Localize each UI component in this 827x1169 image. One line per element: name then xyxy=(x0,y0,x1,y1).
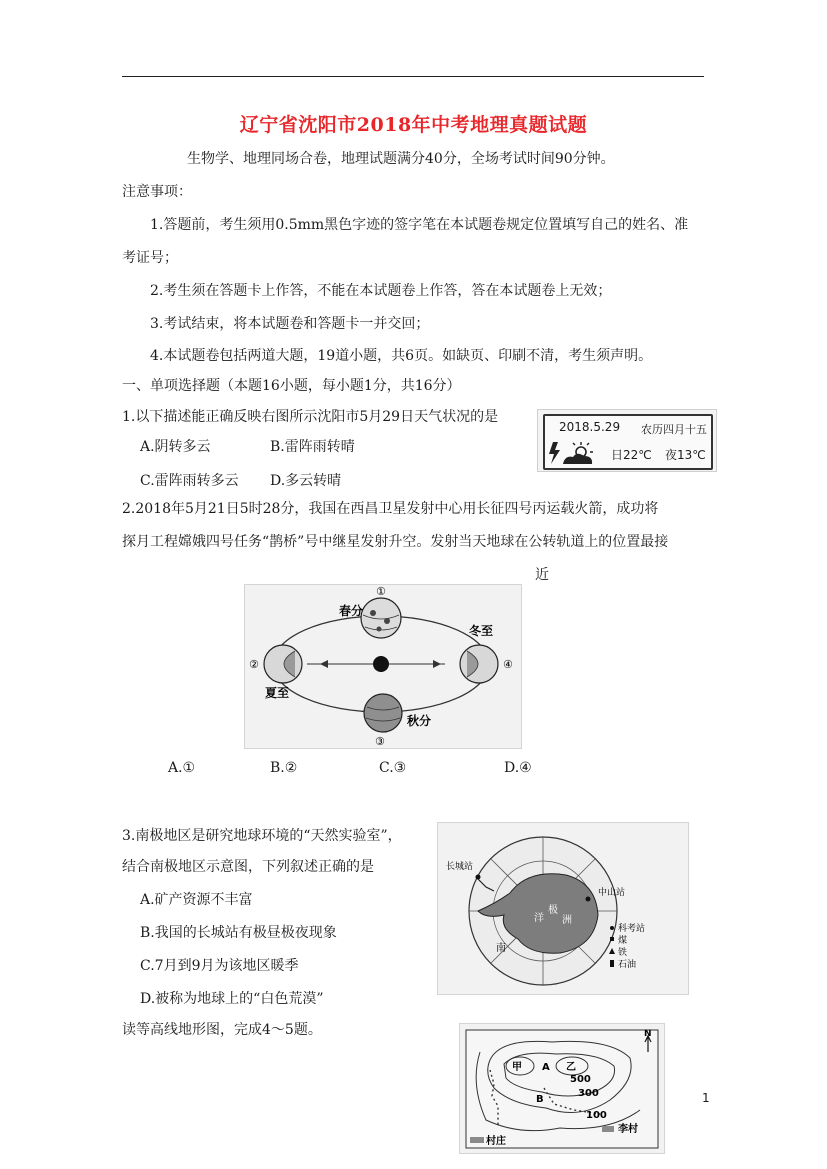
question-2-option-d: D.④ xyxy=(504,760,532,776)
weather-lunar-date: 农历四月十五 xyxy=(641,423,707,436)
weather-date: 2018.5.29 xyxy=(559,420,621,434)
label-position-1: ① xyxy=(376,585,386,598)
question-3-stem-line: 结合南极地区示意图，下列叙述正确的是 xyxy=(122,859,374,875)
label-elevation-300: 300 xyxy=(578,1088,599,1099)
question-2-option-a: A.① xyxy=(168,760,196,776)
label-summer: 夏至 xyxy=(265,686,290,700)
earth-globe-summer xyxy=(264,645,302,683)
label-ocean: 南 xyxy=(496,943,506,954)
label-peak-yi: 乙 xyxy=(566,1062,576,1073)
label-continent-3: 洲 xyxy=(562,915,572,926)
question-3-stem-line: 3.南极地区是研究地球环境的“天然实验室”， xyxy=(122,828,402,844)
label-zhongshan-station: 中山站 xyxy=(598,888,626,898)
label-position-4: ④ xyxy=(503,658,513,671)
question-3-option-b: B.我国的长城站有极昼极夜现象 xyxy=(140,925,337,941)
label-winter: 冬至 xyxy=(469,624,494,638)
earth-globe-winter xyxy=(460,645,498,683)
earth-globe-spring xyxy=(361,598,401,638)
earth-globe-autumn xyxy=(364,694,402,732)
weather-night-temp: 夜13℃ xyxy=(665,448,706,462)
question-2-stem-line: 近 xyxy=(535,567,549,583)
label-li-village: 李村 xyxy=(618,1124,638,1135)
legend-oil: 石油 xyxy=(618,960,637,970)
question-2-option-c: C.③ xyxy=(379,760,407,776)
label-point-b: B xyxy=(536,1094,544,1105)
question-2-option-b: B.② xyxy=(270,760,298,776)
question-3-option-d: D.被称为地球上的“白色荒漠” xyxy=(140,991,324,1007)
label-autumn: 秋分 xyxy=(407,714,432,728)
page-title: 辽宁省沈阳市2018年中考地理真题试题 xyxy=(239,114,588,136)
question-1-option-a: A.阴转多云 xyxy=(140,439,211,455)
label-great-wall-station: 长城站 xyxy=(446,862,474,872)
page-number: 1 xyxy=(702,1091,710,1105)
notice-line: 3.考试结束，将本试题卷和答题卡一并交回； xyxy=(150,316,430,332)
weather-figure xyxy=(537,409,717,472)
label-spring: 春分 xyxy=(338,604,363,618)
label-elevation-500: 500 xyxy=(570,1074,591,1085)
question-3-option-c: C.7月到9月为该地区暖季 xyxy=(140,958,299,974)
question-1-option-c: C.雷阵雨转多云 xyxy=(140,473,239,489)
orbit-diagram xyxy=(245,585,521,748)
question-1-stem: 1.以下描述能正确反映右图所示沈阳市5月29日天气状况的是 xyxy=(122,409,499,425)
label-continent-1: 洋 xyxy=(534,913,544,924)
earth-orbit-figure xyxy=(244,584,522,749)
question-2-stem-line: 探月工程嫦娥四号任务“鹊桥”号中继星发射升空。发射当天地球在公转轨道上的位置最接 xyxy=(122,534,669,550)
notice-line: 考证号； xyxy=(122,250,178,266)
north-arrow-label: N xyxy=(644,1029,652,1039)
notice-line: 1.答题前，考生须用0.5mm黑色字迹的签字笔在本试题卷规定位置填写自己的姓名、准 xyxy=(150,217,689,233)
label-point-a: A xyxy=(542,1062,550,1073)
antarctica-map xyxy=(438,823,688,994)
question-2-stem-line: 2.2018年5月21日5时28分，我国在西昌卫星发射中心用长征四号丙运载火箭，成功将 xyxy=(122,501,659,517)
antarctica-map-figure xyxy=(437,822,689,995)
legend-village: 村庄 xyxy=(486,1136,506,1147)
thunder-cloud-icon xyxy=(547,440,599,466)
notice-heading: 注意事项： xyxy=(122,184,192,200)
notice-line: 4.本试题卷包括两道大题，19道小题，共6页。如缺页、印刷不清，考生须声明。 xyxy=(150,348,653,364)
question-1-option-d: D.多云转晴 xyxy=(270,473,342,489)
question-4-5-intro: 读等高线地形图，完成4～5题。 xyxy=(122,1022,322,1038)
label-position-2: ② xyxy=(249,658,259,671)
exam-intro: 生物学、地理同场合卷，地理试题满分40分，全场考试时间90分钟。 xyxy=(187,151,615,167)
notice-line: 2.考生须在答题卡上作答，不能在本试题卷上作答，答在本试题卷上无效； xyxy=(150,283,612,299)
section-heading: 一、单项选择题（本题16小题，每小题1分，共16分） xyxy=(122,378,461,394)
weather-day-temp: 日22℃ xyxy=(611,448,652,462)
question-3-option-a: A.矿产资源不丰富 xyxy=(140,892,253,908)
question-1-option-b: B.雷阵雨转晴 xyxy=(270,439,355,455)
label-continent-2: 极 xyxy=(548,905,558,916)
label-peak-jia: 甲 xyxy=(512,1062,522,1073)
legend-station: 科考站 xyxy=(618,924,646,934)
label-position-3: ③ xyxy=(375,735,385,748)
contour-map xyxy=(460,1024,664,1153)
header-rule xyxy=(122,76,704,77)
legend-coal: 煤 xyxy=(618,936,628,946)
contour-map-figure xyxy=(459,1023,665,1154)
legend-iron: 铁 xyxy=(618,948,628,958)
label-elevation-100: 100 xyxy=(586,1110,607,1121)
